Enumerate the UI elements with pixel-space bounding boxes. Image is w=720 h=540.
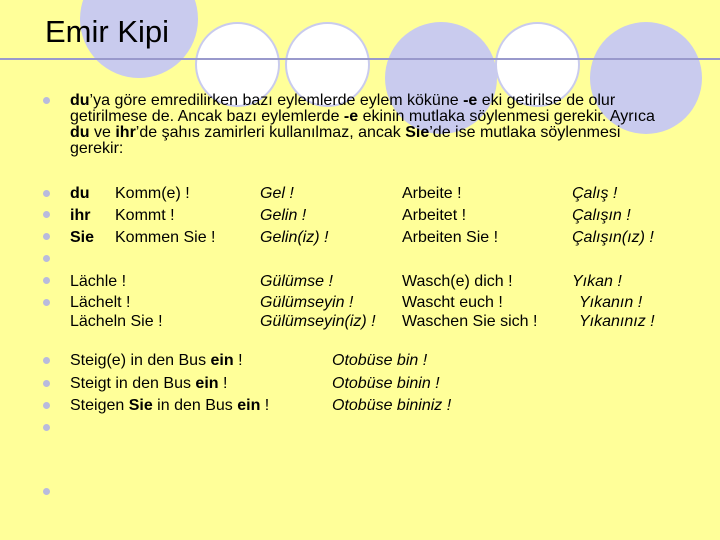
bus-ein: ein (237, 397, 261, 414)
intro-part: -e (343, 108, 359, 125)
bus-ein: ein (210, 352, 234, 369)
arbeit-ihr: Arbeitet ! (402, 207, 467, 224)
bullet (43, 424, 50, 431)
gulumse-du: Gülümse ! (260, 273, 333, 290)
bullet (43, 299, 50, 306)
intro-part: Sie (405, 124, 430, 141)
intro-part: du (70, 92, 90, 109)
laechle-du: Lächle ! (70, 273, 127, 290)
bullet (43, 277, 50, 284)
intro-part: ’ya göre emredilirken bazı eylemlerde eylem köküne (89, 92, 464, 109)
intro-part: -e (463, 92, 478, 109)
pronoun-du: du (70, 185, 90, 202)
intro-part: eki getirilse de olur getirilmese de. Ancak bazı eylemlerde (70, 92, 616, 125)
gel-sie: Gelin(iz) ! (260, 229, 329, 246)
bus-text: ! (218, 375, 228, 392)
bullet (43, 380, 50, 387)
laechle-ihr: Lächelt ! (70, 294, 131, 311)
bus-sie-pronoun: Sie (128, 397, 153, 414)
bus-text: Steigt in den Bus (70, 375, 196, 392)
bus-text: in den Bus (152, 397, 238, 414)
wasch-sie: Waschen Sie sich ! (402, 313, 538, 330)
pronoun-ihr: ihr (70, 207, 91, 224)
intro-part: ve (89, 124, 116, 141)
wasch-ihr: Wascht euch ! (402, 294, 503, 311)
komm-ihr: Kommt ! (115, 207, 175, 224)
bullet (43, 190, 50, 197)
komm-sie: Kommen Sie ! (115, 229, 216, 246)
bullet (43, 488, 50, 495)
gulumse-sie: Gülümseyin(iz) ! (260, 313, 376, 330)
bus-ihr (70, 376, 227, 392)
yikan-sie: Yıkanınız ! (579, 313, 655, 330)
bullet (43, 402, 50, 409)
bullet (43, 211, 50, 218)
bus-du (70, 353, 243, 369)
pronoun-sie: Sie (70, 229, 95, 246)
yikan-ihr: Yıkanın ! (579, 294, 643, 311)
intro-paragraph (70, 93, 670, 157)
slide-title: Emir Kipi (45, 14, 170, 49)
bus-text: ! (233, 352, 243, 369)
bus-text: ! (260, 397, 270, 414)
arbeit-du: Arbeite ! (402, 185, 462, 202)
bullet (43, 233, 50, 240)
intro-part: ’de ise mutlaka söylenmesi gerekir: (70, 124, 621, 157)
wasch-du: Wasch(e) dich ! (402, 273, 513, 290)
yikan-du: Yıkan ! (572, 273, 622, 290)
intro-part: ’de şahıs zamirleri kullanılmaz, ancak (135, 124, 406, 141)
otobus-sie: Otobüse bininiz ! (332, 397, 452, 414)
bus-sie (70, 398, 269, 414)
bus-text: Steigen (70, 397, 129, 414)
bullet (43, 357, 50, 364)
gulumse-ihr: Gülümseyin ! (260, 294, 354, 311)
gel-du: Gel ! (260, 185, 294, 202)
bullet (43, 97, 50, 104)
intro-part: ihr (115, 124, 136, 141)
calis-sie: Çalışın(ız) ! (572, 229, 654, 246)
calis-du: Çalış ! (572, 185, 618, 202)
laechle-sie: Lächeln Sie ! (70, 313, 163, 330)
title-underline (0, 58, 720, 60)
bullet (43, 255, 50, 262)
calis-ihr: Çalışın ! (572, 207, 631, 224)
otobus-ihr: Otobüse binin ! (332, 375, 440, 392)
arbeit-sie: Arbeiten Sie ! (402, 229, 499, 246)
gel-ihr: Gelin ! (260, 207, 307, 224)
otobus-du: Otobüse bin ! (332, 352, 428, 369)
komm-du: Komm(e) ! (115, 185, 190, 202)
intro-part: du (70, 124, 90, 141)
intro-part: ekinin mutlaka söylenmesi gerekir. Ayrıca (358, 108, 655, 125)
bus-ein: ein (195, 375, 219, 392)
bus-text: Steig(e) in den Bus (70, 352, 211, 369)
